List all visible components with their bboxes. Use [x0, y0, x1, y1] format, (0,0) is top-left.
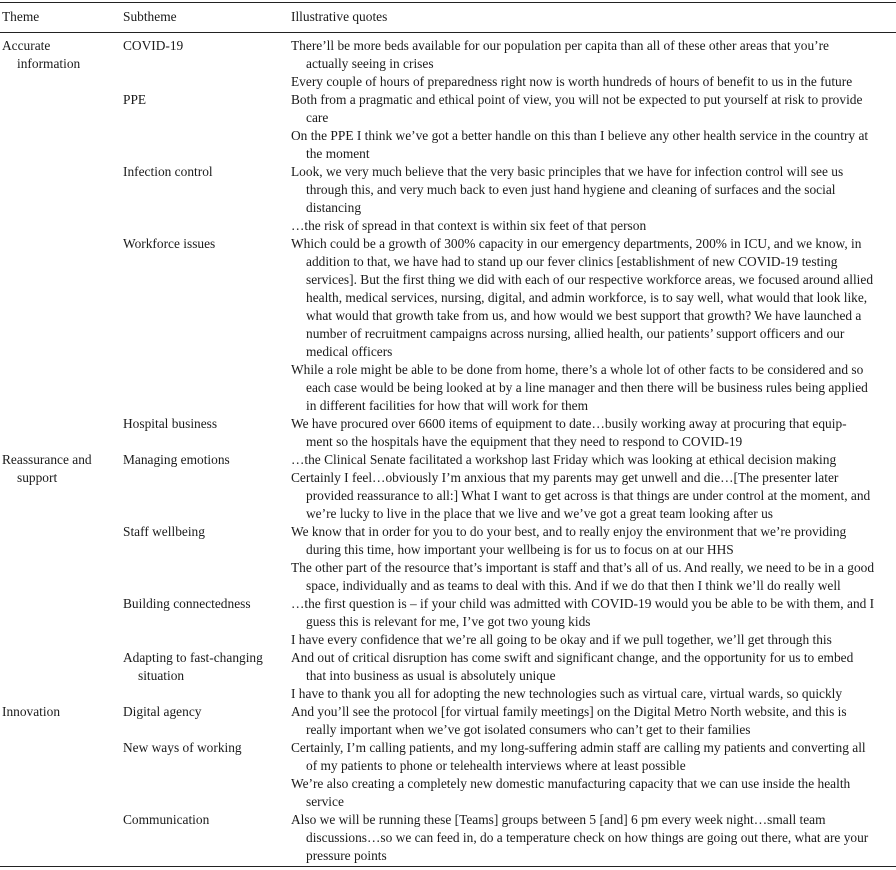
- subtheme-line: Workforce issues: [123, 236, 216, 251]
- subtheme-line: Managing emotions: [123, 452, 230, 467]
- subtheme-cell: [123, 415, 287, 433]
- subtheme-line: New ways of working: [123, 740, 242, 755]
- quote-line: addition to that, we have had to stand up our fever clinics [establishment of new COVID-19 testing: [306, 254, 838, 269]
- quote: [291, 127, 895, 163]
- quote-line: Every couple of hours of preparedness right now is worth hundreds of hours of benefit to us in the future: [291, 74, 853, 89]
- quote-line: services]. But the first thing we did with each of our respective workforce areas, we focused around allied: [306, 272, 874, 287]
- quote-line: we’re lucky to live in the place that we live and we’ve got a great team looking after us: [306, 506, 774, 521]
- subtheme-line: Hospital business: [123, 416, 218, 431]
- quote-line: And out of critical disruption has come swift and significant change, and the opportunity for us to embed: [291, 650, 854, 665]
- quote-line: pressure points: [306, 848, 387, 863]
- quote: [291, 217, 895, 235]
- quote: [291, 649, 895, 685]
- subtheme-cell: [123, 739, 287, 757]
- quote-line: Both from a pragmatic and ethical point of view, you will not be expected to put yourself at risk to provide: [291, 92, 863, 107]
- subtheme-cell: [123, 235, 287, 253]
- subtheme-cell: [123, 703, 287, 721]
- quote-line: ment so the hospitals have the equipment that they need to respond to COVID-19: [306, 434, 743, 449]
- header-subtheme: Subtheme: [123, 9, 177, 24]
- theme-cell: [2, 703, 114, 721]
- quote-line: in different facilities for how that will work for them: [306, 398, 588, 413]
- quote-line: that into business as usual is absolutely unique: [306, 668, 556, 683]
- subtheme-cell: [123, 523, 287, 541]
- quote-line: health, medical services, nursing, digital, and admin workforce, is to say well, what would that look like,: [306, 290, 868, 305]
- quote-line: of my patients to phone or telehealth interviews where at least possible: [306, 758, 686, 773]
- quote: [291, 631, 895, 649]
- quote-line: discussions…so we can feed in, do a temperature check on how things are going out there, what are your: [306, 830, 869, 845]
- quote: [291, 703, 895, 739]
- quote-line: There’ll be more beds available for our population per capita than all of these other areas that you’re: [291, 38, 830, 53]
- header-rule: [0, 32, 896, 33]
- quote: [291, 451, 895, 469]
- subtheme-line: Infection control: [123, 164, 213, 179]
- subtheme-line: Staff wellbeing: [123, 524, 205, 539]
- quote-line: We have procured over 6600 items of equipment to date…busily working away at procuring that equip-: [291, 416, 847, 431]
- quote: [291, 73, 895, 91]
- quote-line: provided reassurance to all:] What I want to get across is that things are under control at the moment, and: [306, 488, 871, 503]
- quote-line: Certainly, I’m calling patients, and my long-suffering admin staff are calling my patients and converting all: [291, 740, 866, 755]
- quote-line: Certainly I feel…obviously I’m anxious that my parents may get unwell and die…[The presenter later: [291, 470, 839, 485]
- theme-line: Accurate: [2, 38, 51, 53]
- quote-line: during this time, how important your wellbeing is for us to focus on at our HHS: [306, 542, 734, 557]
- subtheme-line: COVID-19: [123, 38, 184, 53]
- quote: [291, 469, 895, 523]
- quote-line: Also we will be running these [Teams] groups between 5 [and] 6 pm every week night…small team: [291, 812, 826, 827]
- header-theme: Theme: [2, 9, 40, 24]
- quote: [291, 361, 895, 415]
- quote-line: While a role might be able to be done from home, there’s a whole lot of other facts to be considered and so: [291, 362, 864, 377]
- quote: [291, 739, 895, 775]
- subtheme-cell: [123, 163, 287, 181]
- theme-cell: [2, 37, 114, 73]
- quote-line: We’re also creating a completely new domestic manufacturing capacity that we can use inside the health: [291, 776, 851, 791]
- quote: [291, 559, 895, 595]
- quote-line: Look, we very much believe that the very basic principles that we have for infection control will see us: [291, 164, 844, 179]
- quote-line: On the PPE I think we’ve got a better handle on this than I believe any other health service in the country at: [291, 128, 869, 143]
- quote-line: …the Clinical Senate facilitated a workshop last Friday which was looking at ethical decision making: [291, 452, 837, 467]
- quote-line: guess this is relevant for me, I’ve got two young kids: [306, 614, 591, 629]
- quote-line: medical officers: [306, 344, 393, 359]
- quote: [291, 595, 895, 631]
- quote-line: number of recruitment campaigns across nursing, allied health, our patients’ support officers and our: [306, 326, 845, 341]
- theme-line: information: [17, 56, 81, 71]
- subtheme-cell: [123, 811, 287, 829]
- subtheme-cell: [123, 91, 287, 109]
- top-rule: [0, 2, 896, 3]
- quote-line: service: [306, 794, 344, 809]
- quote-line: I have every confidence that we’re all going to be okay and if we pull together, we’ll get through this: [291, 632, 832, 647]
- quote: [291, 685, 895, 703]
- subtheme-cell: [123, 595, 287, 613]
- subtheme-line: Communication: [123, 812, 210, 827]
- subtheme-line: Building connectedness: [123, 596, 251, 611]
- subtheme-line: situation: [138, 668, 185, 683]
- quote-line: Which could be a growth of 300% capacity in our emergency departments, 200% in ICU, and we know, in: [291, 236, 862, 251]
- quote-line: space, individually and as teams to deal with this. And if we do that then I think we’ll do really well: [306, 578, 841, 593]
- subtheme-cell: [123, 37, 287, 55]
- quote: [291, 415, 895, 451]
- quote-line: what would that growth take from us, and how would we best support that growth? We have launched a: [306, 308, 862, 323]
- theme-line: support: [17, 470, 58, 485]
- quote-line: actually seeing in crises: [306, 56, 434, 71]
- subtheme-line: PPE: [123, 92, 147, 107]
- subtheme-cell: [123, 451, 287, 469]
- quote-line: …the first question is – if your child was admitted with COVID-19 would you be able to be with them, and I: [291, 596, 875, 611]
- theme-cell: [2, 451, 114, 487]
- quote: [291, 811, 895, 865]
- quote: [291, 37, 895, 73]
- quote-line: We know that in order for you to do your best, and to really enjoy the environment that we’re providing: [291, 524, 847, 539]
- bottom-rule: [0, 866, 896, 867]
- quote: [291, 91, 895, 127]
- quote-line: And you’ll see the protocol [for virtual family meetings] on the Digital Metro North website, and this is: [291, 704, 847, 719]
- quote-line: care: [306, 110, 329, 125]
- quote-line: …the risk of spread in that context is within six feet of that person: [291, 218, 647, 233]
- quote: [291, 523, 895, 559]
- quote: [291, 235, 895, 361]
- quote: [291, 163, 895, 217]
- theme-line: Innovation: [2, 704, 61, 719]
- quote: [291, 775, 895, 811]
- quote-line: the moment: [306, 146, 370, 161]
- quote-line: each case would be being looked at by a line manager and then there will be business rules being applied: [306, 380, 868, 395]
- subtheme-cell: [123, 649, 287, 685]
- subtheme-line: Adapting to fast-changing: [123, 650, 263, 665]
- quote-line: really important when we’ve got isolated consumers who can’t get to their families: [306, 722, 751, 737]
- theme-line: Reassurance and: [2, 452, 92, 467]
- quote-line: distancing: [306, 200, 362, 215]
- quote-line: I have to thank you all for adopting the new technologies such as virtual care, virtual wards, so quickly: [291, 686, 843, 701]
- header-quotes: Illustrative quotes: [291, 9, 388, 24]
- quote-line: The other part of the resource that’s important is staff and that’s all of us. And really, we need to be in a good: [291, 560, 875, 575]
- subtheme-line: Digital agency: [123, 704, 202, 719]
- quote-line: through this, and very much back to even just hand hygiene and cleaning of surfaces and the social: [306, 182, 836, 197]
